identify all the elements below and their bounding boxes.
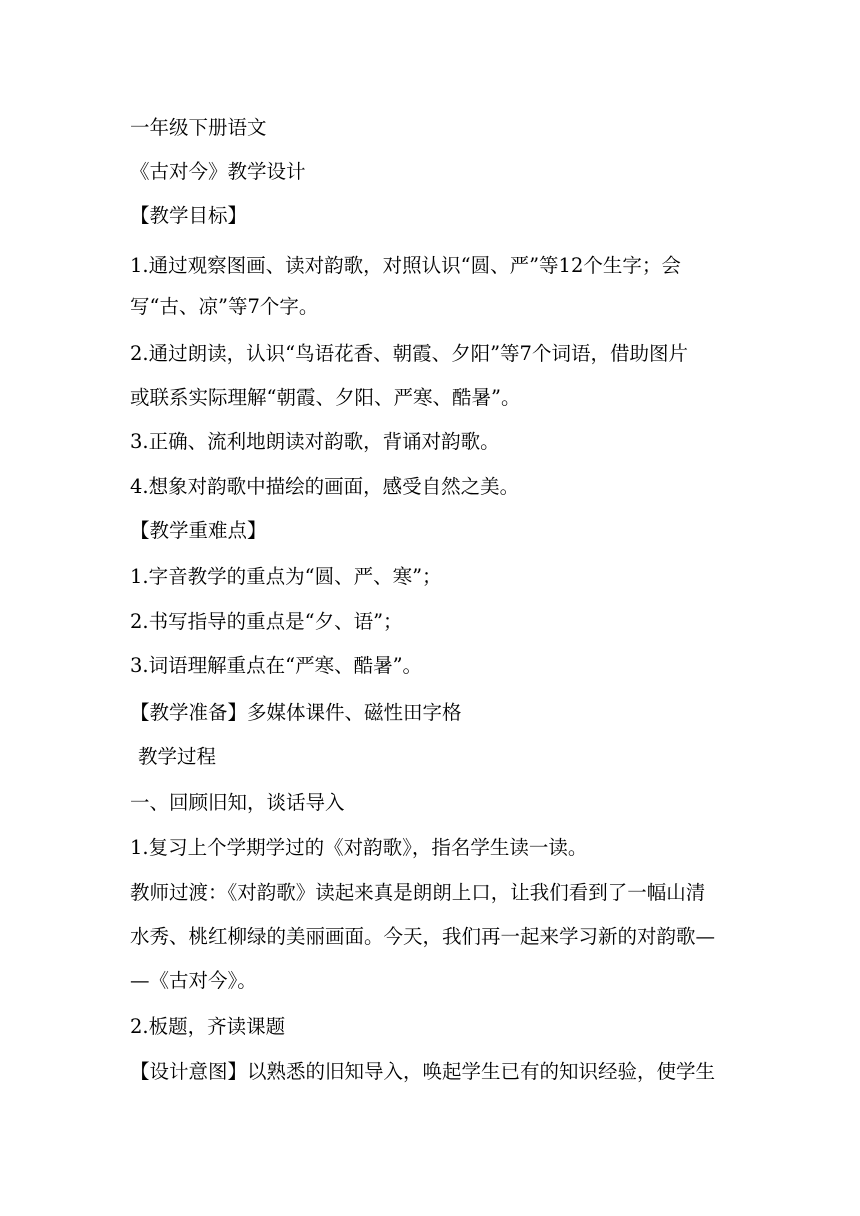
transition-line-2: 水秀、桃红柳绿的美丽画面。今天，我们再一起来学习新的对韵歌— bbox=[130, 925, 716, 948]
design-intent-line: 【设计意图】以熟悉的旧知导入，唤起学生已有的知识经验，使学生 bbox=[130, 1060, 716, 1083]
transition-line-1: 教师过渡：《对韵歌》读起来真是朗朗上口，让我们看到了一幅山清 bbox=[130, 881, 706, 904]
key-point-1: 1.字音教学的重点为“圆、严、寒”； bbox=[130, 565, 442, 588]
objective-2-line-1: 2.通过朗读，认识“鸟语花香、朝霞、夕阳”等7个词语，借助图片 bbox=[130, 342, 688, 365]
objective-1-line-2: 写“古、凉”等7个字。 bbox=[130, 295, 319, 318]
transition-line-3: —《古对今》。 bbox=[130, 969, 257, 992]
step-1-item-1: 1.复习上个学期学过的《对韵歌》，指名学生读一读。 bbox=[130, 836, 588, 859]
section-heading-process: 教学过程 bbox=[138, 745, 217, 768]
objective-4: 4.想象对韵歌中描绘的画面，感受自然之美。 bbox=[130, 475, 520, 498]
objective-1-line-1: 1.通过观察图画、读对韵歌，对照认识“圆、严”等12个生字；会 bbox=[130, 254, 681, 277]
step-1-heading: 一、回顾旧知，谈话导入 bbox=[130, 791, 345, 814]
objective-2-line-2: 或联系实际理解“朝霞、夕阳、严寒、酷暑”。 bbox=[130, 386, 521, 409]
section-heading-preparation: 【教学准备】多媒体课件、磁性田字格 bbox=[130, 701, 462, 724]
key-point-2: 2.书写指导的重点是“夕、语”； bbox=[130, 610, 403, 633]
key-point-3: 3.词语理解重点在“严寒、酷暑”。 bbox=[130, 654, 423, 677]
section-heading-key-points: 【教学重难点】 bbox=[130, 519, 267, 542]
document-title: 《古对今》教学设计 bbox=[130, 160, 306, 183]
step-1-item-2: 2.板题，齐读课题 bbox=[130, 1015, 286, 1038]
grade-subject-line: 一年级下册语文 bbox=[130, 116, 267, 139]
section-heading-objectives: 【教学目标】 bbox=[130, 204, 248, 227]
objective-3: 3.正确、流利地朗读对韵歌，背诵对韵歌。 bbox=[130, 430, 500, 453]
